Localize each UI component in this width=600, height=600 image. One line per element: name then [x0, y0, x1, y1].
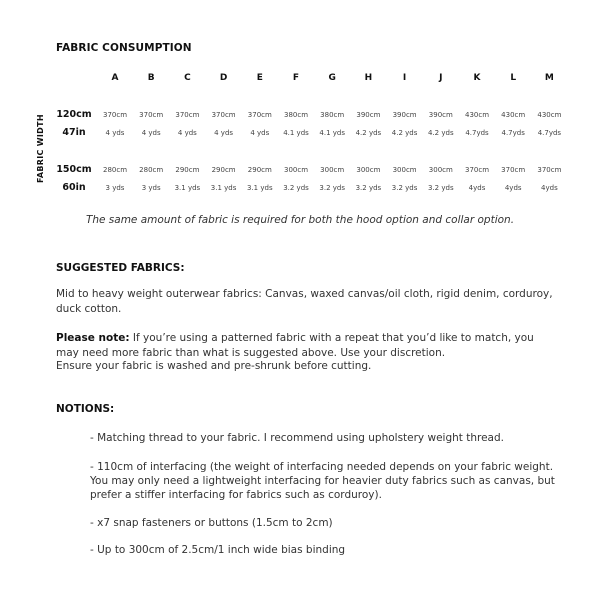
consumption-cell: 3.2 yds: [428, 184, 454, 192]
consumption-cell: 430cm: [501, 111, 526, 119]
consumption-cell: 4.2 yds: [355, 129, 382, 137]
consumption-cell: 4.1 yds: [319, 129, 345, 137]
consumption-cell: 390cm: [428, 111, 453, 119]
consumption-cell: 4yds: [504, 184, 522, 192]
fabric-consumption-title: FABRIC CONSUMPTION: [56, 42, 192, 54]
size-column-header: D: [219, 73, 228, 83]
consumption-cell: 300cm: [392, 166, 417, 174]
consumption-cell: 4 yds: [141, 129, 161, 137]
consumption-cell: 3.2 yds: [319, 184, 345, 192]
consumption-cell: 4.7yds: [501, 129, 525, 137]
fabric-width-row-label: 60in: [62, 182, 86, 193]
consumption-cell: 4 yds: [250, 129, 270, 137]
patterned-fabric-note: [56, 331, 556, 360]
consumption-cell: 290cm: [175, 166, 200, 174]
consumption-cell: 4.7yds: [537, 129, 562, 137]
consumption-cell: 370cm: [537, 166, 562, 174]
size-column-header: C: [184, 73, 191, 83]
consumption-cell: 4 yds: [214, 129, 234, 137]
consumption-cell: 370cm: [211, 111, 236, 119]
suggested-fabrics-title: SUGGESTED FABRICS:: [56, 262, 185, 274]
consumption-cell: 290cm: [211, 166, 236, 174]
size-column-header: A: [111, 73, 119, 83]
consumption-cell: 380cm: [283, 111, 309, 119]
size-column-header: K: [473, 73, 481, 83]
consumption-cell: 370cm: [102, 111, 128, 119]
fabric-width-row-label: 120cm: [56, 109, 92, 120]
notion-item: - Up to 300cm of 2.5cm/1 inch wide bias binding: [90, 544, 346, 556]
consumption-cell: 300cm: [428, 166, 453, 174]
consumption-cell: 4yds: [468, 184, 486, 192]
consumption-cell: 370cm: [139, 111, 164, 119]
consumption-cell: 380cm: [320, 111, 345, 119]
size-column-header: M: [544, 73, 554, 83]
consumption-cell: 370cm: [501, 166, 526, 174]
consumption-cell: 370cm: [464, 166, 490, 174]
consumption-cell: 3.2 yds: [391, 184, 418, 192]
notions-title: NOTIONS:: [56, 403, 115, 415]
please-note-label: Please note:: [56, 332, 130, 344]
size-column-header: I: [402, 73, 407, 83]
consumption-cell: 4yds: [541, 184, 558, 192]
size-column-header: G: [328, 73, 336, 83]
consumption-cell: 4.1 yds: [283, 129, 309, 137]
consumption-cell: 390cm: [356, 111, 381, 119]
wash-note: Ensure your fabric is washed and pre-shrunk before cutting.: [56, 360, 372, 372]
consumption-cell: 300cm: [356, 166, 381, 174]
fabric-width-row-label: 47in: [62, 127, 86, 138]
consumption-cell: 3.1 yds: [174, 184, 201, 192]
consumption-cell: 3.1 yds: [210, 184, 237, 192]
size-column-header: B: [147, 73, 155, 83]
notion-item: - 110cm of interfacing (the weight of interfacing needed depends on your fabric weight. You may only need a lightweight interfacing for heavier duty fabrics such as canvas, but prefer a stiffer interfacing for fabrics such as corduroy).: [90, 461, 555, 501]
consumption-cell: 430cm: [537, 111, 562, 119]
fabric-width-row-label: 150cm: [56, 164, 92, 175]
consumption-cell: 4.7yds: [465, 129, 489, 137]
consumption-cell: 4.2 yds: [391, 129, 418, 137]
consumption-cell: 3.1 yds: [247, 184, 273, 192]
consumption-cell: 4 yds: [105, 129, 125, 137]
size-column-header: L: [510, 73, 517, 83]
consumption-cell: 430cm: [464, 111, 490, 119]
consumption-cell: 280cm: [139, 166, 164, 174]
consumption-cell: 4.2 yds: [428, 129, 454, 137]
hood-collar-note: The same amount of fabric is required for both the hood option and collar option.: [85, 214, 515, 226]
consumption-cell: 370cm: [175, 111, 200, 119]
fabric-width-axis-label: FABRIC WIDTH: [36, 114, 45, 183]
consumption-cell: 3.2 yds: [283, 184, 309, 192]
size-column-header: E: [256, 73, 263, 83]
consumption-cell: 3 yds: [105, 184, 125, 192]
size-column-header: J: [439, 73, 443, 83]
consumption-cell: 3 yds: [141, 184, 161, 192]
consumption-cell: 390cm: [392, 111, 417, 119]
consumption-cell: 280cm: [102, 166, 128, 174]
size-column-header: F: [292, 73, 300, 83]
consumption-cell: 4 yds: [177, 129, 197, 137]
notion-item: - Matching thread to your fabric. I recommend using upholstery weight thread.: [90, 432, 504, 444]
consumption-cell: 290cm: [247, 166, 272, 174]
notion-item: - x7 snap fasteners or buttons (1.5cm to 2cm): [90, 517, 333, 529]
consumption-cell: 300cm: [320, 166, 345, 174]
size-column-header: H: [364, 73, 373, 83]
please-note-text: If you’re using a patterned fabric with a repeat that you’d like to match, you may need more fabric than what is suggested above. Use your discretion.: [56, 332, 534, 359]
consumption-cell: 370cm: [247, 111, 272, 119]
consumption-cell: 300cm: [283, 166, 309, 174]
suggested-fabrics-description: Mid to heavy weight outerwear fabrics: Canvas, waxed canvas/oil cloth, rigid denim, corduroy, duck cotton.: [56, 288, 553, 315]
consumption-cell: 3.2 yds: [355, 184, 382, 192]
